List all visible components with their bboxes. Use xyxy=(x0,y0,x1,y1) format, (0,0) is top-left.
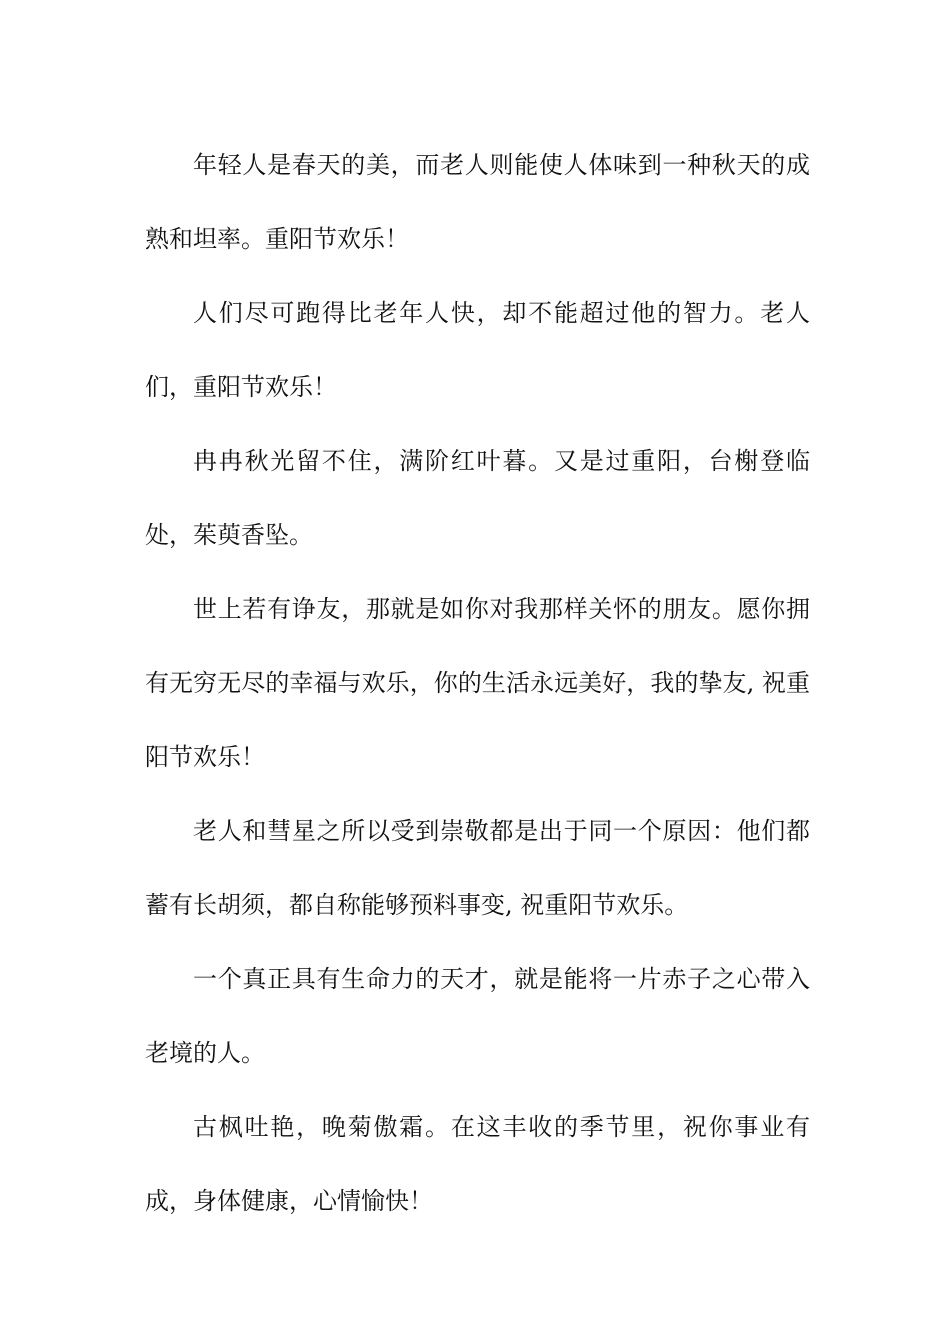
paragraph-4: 世上若有诤友，那就是如你对我那样关怀的朋友。愿你拥有无穷无尽的幸福与欢乐，你的生活永远美好，我的挚友, 祝重阳节欢乐！ xyxy=(145,595,810,771)
paragraph-6: 一个真正具有生命力的天才，就是能将一片赤子之心带入老境的人。 xyxy=(145,965,810,1067)
paragraph-3: 冉冉秋光留不住，满阶红叶暮。又是过重阳，台榭登临处，茱萸香坠。 xyxy=(145,447,810,549)
paragraph-7: 古枫吐艳，晚菊傲霜。在这丰收的季节里，祝你事业有成，身体健康，心情愉快！ xyxy=(145,1113,810,1215)
document-body xyxy=(145,128,810,1238)
paragraph-2: 人们尽可跑得比老年人快，却不能超过他的智力。老人们，重阳节欢乐！ xyxy=(145,299,810,401)
paragraph-1: 年轻人是春天的美，而老人则能使人体味到一种秋天的成熟和坦率。重阳节欢乐！ xyxy=(145,151,810,253)
paragraph-5: 老人和彗星之所以受到崇敬都是出于同一个原因：他们都蓄有长胡须，都自称能够预料事变, 祝重阳节欢乐。 xyxy=(145,817,810,919)
